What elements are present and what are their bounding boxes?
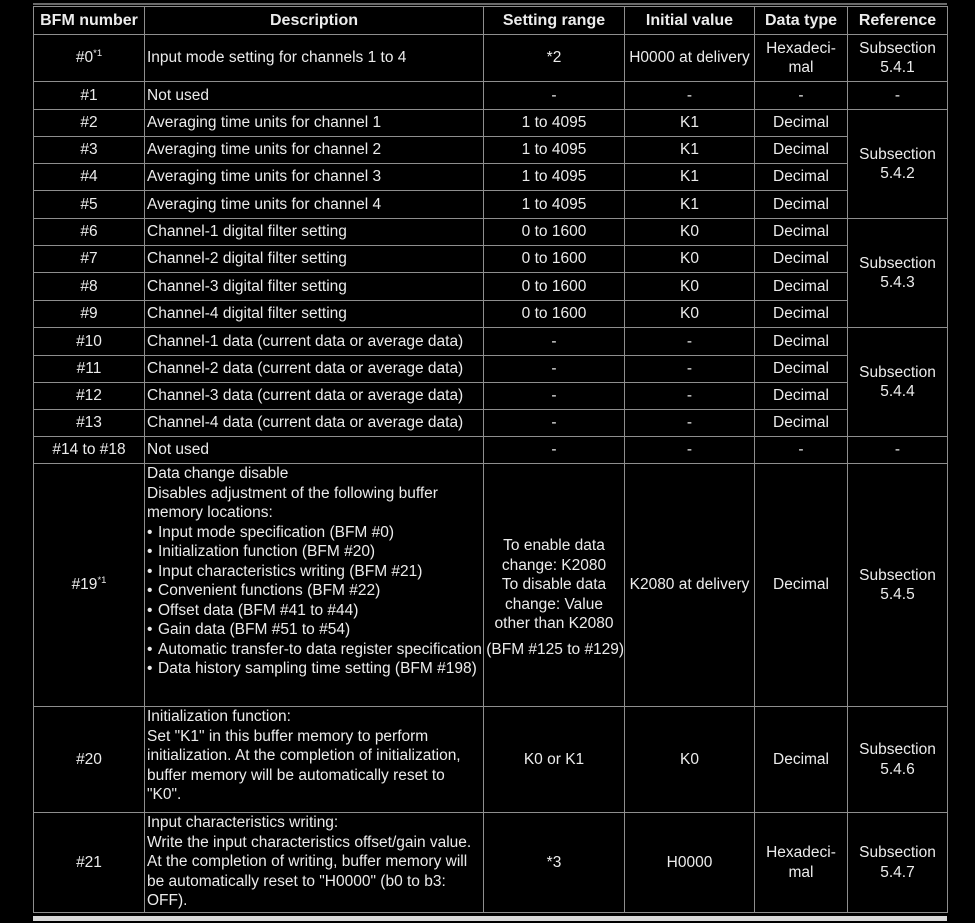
description-cell: Channel-3 digital filter setting	[145, 273, 484, 301]
description-line: buffer memory will be automatically reset to	[147, 766, 445, 784]
table-row	[34, 191, 948, 219]
initial-value-cell: K0	[625, 273, 755, 301]
description-line: Set "K1" in this buffer memory to perform	[147, 727, 429, 745]
data-type-cell: -	[755, 437, 848, 464]
bfm-cell: #14 to #18	[34, 437, 145, 464]
top-rule	[33, 3, 947, 5]
header-initial-value: Initial value	[625, 7, 755, 35]
setting-range-cell: 1 to 4095	[484, 137, 625, 164]
bfm-cell	[34, 464, 145, 707]
data-type-line: mal	[788, 59, 814, 76]
data-type-cell: Decimal	[755, 410, 848, 437]
initial-value-cell: H0000	[625, 813, 755, 913]
description-cell: Input mode setting for channels 1 to 4	[145, 35, 484, 82]
table-row	[34, 219, 948, 246]
list-item	[147, 601, 481, 621]
reference-line: 5.4.4	[880, 383, 915, 400]
initial-value-cell: H0000 at delivery	[625, 35, 755, 82]
reference-line: 5.4.3	[880, 274, 915, 291]
setting-range-line: other than K2080	[494, 615, 614, 633]
bfm-cell: #10	[34, 328, 145, 356]
header-row	[34, 7, 948, 35]
reference-line: 5.4.7	[880, 863, 915, 881]
reference-line: Subsection	[859, 145, 936, 163]
data-type-cell: Decimal	[755, 301, 848, 328]
bullet-glyph: •	[147, 523, 153, 541]
bfm-cell: #5	[34, 191, 145, 219]
reference-cell	[848, 707, 948, 813]
initial-value-cell: -	[625, 410, 755, 437]
description-cell	[145, 813, 484, 913]
description-cell: Channel-4 data (current data or average data)	[145, 410, 484, 437]
description-cell: Channel-3 data (current data or average data)	[145, 383, 484, 410]
bfm-cell: #11	[34, 356, 145, 383]
data-type-cell: Decimal	[755, 110, 848, 137]
list-item-text: Initialization function (BFM #20)	[158, 543, 376, 560]
data-type-cell: Decimal	[755, 356, 848, 383]
description-cell	[145, 707, 484, 813]
description-cell: Averaging time units for channel 4	[145, 191, 484, 219]
data-type-cell	[755, 813, 848, 913]
bfm-cell: #13	[34, 410, 145, 437]
description-cell: Averaging time units for channel 3	[145, 164, 484, 191]
initial-value-cell: -	[625, 328, 755, 356]
bfm-cell: #20	[34, 707, 145, 813]
reference-cell: -	[848, 82, 948, 110]
bfm-cell: #2	[34, 110, 145, 137]
bullet-glyph: •	[147, 582, 153, 599]
setting-range-cell: 0 to 1600	[484, 219, 625, 246]
description-cell: Not used	[145, 437, 484, 464]
initial-value-cell: K0	[625, 301, 755, 328]
reference-line: 5.4.5	[880, 586, 915, 603]
setting-range-line: To disable data	[501, 576, 607, 594]
bfm-number: #19	[71, 576, 98, 594]
setting-range-cell: 1 to 4095	[484, 164, 625, 191]
bfm-cell	[34, 35, 145, 82]
table-row	[34, 35, 948, 82]
initial-value-cell: K1	[625, 164, 755, 191]
bfm-cell: #4	[34, 164, 145, 191]
table-row	[34, 813, 948, 913]
initial-value-cell: -	[625, 383, 755, 410]
footnote-mark: *1	[93, 48, 103, 60]
setting-range-cell: 1 to 4095	[484, 110, 625, 137]
table-row	[34, 82, 948, 110]
description-title: Initialization function:	[147, 708, 291, 725]
initial-value-cell: K1	[625, 137, 755, 164]
bfm-cell: #3	[34, 137, 145, 164]
description-line: be automatically reset to "H0000" (b0 to b3:	[147, 872, 446, 890]
reference-line: Subsection	[859, 39, 936, 57]
list-item	[147, 562, 481, 582]
bullet-glyph: •	[147, 621, 153, 638]
data-type-cell	[755, 35, 848, 82]
list-item-text: Automatic transfer-to data register specification (BFM #125 to #129)	[158, 640, 625, 658]
description-cell: Averaging time units for channel 1	[145, 110, 484, 137]
initial-value-cell: -	[625, 356, 755, 383]
setting-range-cell: *3	[484, 813, 625, 913]
description-line: "K0".	[147, 786, 182, 803]
table-row	[34, 707, 948, 813]
reference-cell	[848, 219, 948, 328]
data-type-line: Hexadeci-	[766, 844, 836, 861]
list-item-text: Gain data (BFM #51 to #54)	[158, 621, 351, 638]
bfm-cell: #12	[34, 383, 145, 410]
list-item	[147, 581, 481, 601]
table-row	[34, 110, 948, 137]
initial-value-cell: K2080 at delivery	[625, 464, 755, 707]
bfm-number: #0	[75, 49, 94, 67]
bullet-glyph: •	[147, 562, 153, 580]
setting-range-cell	[484, 464, 625, 707]
setting-range-cell: *2	[484, 35, 625, 82]
setting-range-cell: K0 or K1	[484, 707, 625, 813]
description-cell: Channel-2 digital filter setting	[145, 246, 484, 273]
table-row	[34, 137, 948, 164]
setting-range-cell: -	[484, 328, 625, 356]
bfm-cell: #21	[34, 813, 145, 913]
data-type-cell: Decimal	[755, 191, 848, 219]
list-item-text: Input mode specification (BFM #0)	[158, 523, 395, 541]
table-row	[34, 246, 948, 273]
initial-value-cell: K0	[625, 246, 755, 273]
reference-cell	[848, 464, 948, 707]
list-item	[147, 620, 481, 640]
header-bfm-number: BFM number	[34, 7, 145, 35]
reference-cell: -	[848, 437, 948, 464]
description-line: memory locations:	[147, 504, 273, 521]
setting-range-cell: 0 to 1600	[484, 246, 625, 273]
table-row	[34, 437, 948, 464]
table-row	[34, 273, 948, 301]
data-type-cell: -	[755, 82, 848, 110]
reference-line: Subsection	[859, 844, 936, 861]
header-reference: Reference	[848, 7, 948, 35]
bullet-glyph: •	[147, 601, 153, 619]
description-line: OFF).	[147, 892, 188, 909]
data-type-cell: Decimal	[755, 383, 848, 410]
reference-cell	[848, 813, 948, 913]
initial-value-cell: -	[625, 82, 755, 110]
header-description: Description	[145, 7, 484, 35]
data-type-cell: Decimal	[755, 164, 848, 191]
setting-range-cell: 1 to 4095	[484, 191, 625, 219]
setting-range-cell: -	[484, 82, 625, 110]
table-row	[34, 164, 948, 191]
data-type-line: Hexadeci-	[766, 39, 836, 57]
data-type-cell: Decimal	[755, 328, 848, 356]
initial-value-cell: K0	[625, 707, 755, 813]
setting-range-cell: -	[484, 383, 625, 410]
setting-range-cell: 0 to 1600	[484, 301, 625, 328]
data-type-cell: Decimal	[755, 137, 848, 164]
description-cell: Averaging time units for channel 2	[145, 137, 484, 164]
description-cell: Channel-4 digital filter setting	[145, 301, 484, 328]
list-item-text: Offset data (BFM #41 to #44)	[158, 601, 359, 619]
description-cell: Not used	[145, 82, 484, 110]
reference-line: 5.4.1	[880, 59, 915, 76]
reference-cell	[848, 110, 948, 219]
reference-line: 5.4.2	[880, 165, 915, 182]
initial-value-cell: K1	[625, 110, 755, 137]
bfm-cell: #9	[34, 301, 145, 328]
table-row	[34, 464, 948, 707]
list-item	[147, 523, 481, 543]
reference-cell	[848, 35, 948, 82]
reference-line: Subsection	[859, 363, 936, 381]
bottom-rule	[33, 916, 947, 921]
reference-cell	[848, 328, 948, 437]
description-line: Write the input characteristics offset/gain value.	[147, 833, 472, 851]
bfm-cell: #6	[34, 219, 145, 246]
list-item-text: Convenient functions (BFM #22)	[158, 582, 381, 599]
description-cell: Channel-1 digital filter setting	[145, 219, 484, 246]
bullet-glyph: •	[147, 543, 153, 560]
header-setting-range: Setting range	[484, 7, 625, 35]
data-type-cell: Decimal	[755, 273, 848, 301]
bfm-cell: #1	[34, 82, 145, 110]
description-title: Data change disable	[147, 465, 289, 482]
list-item	[147, 659, 481, 679]
description-title: Input characteristics writing:	[147, 814, 339, 831]
description-line: Disables adjustment of the following buffer	[147, 484, 438, 502]
initial-value-cell: K0	[625, 219, 755, 246]
buffer-memory-table	[33, 6, 948, 913]
initial-value-cell: -	[625, 437, 755, 464]
setting-range-line: change: K2080	[501, 556, 607, 574]
description-line: initialization. At the completion of initialization,	[147, 747, 461, 764]
setting-range-line: To enable data	[503, 537, 605, 555]
data-type-line: mal	[788, 863, 814, 881]
reference-line: Subsection	[859, 741, 936, 758]
setting-range-cell: 0 to 1600	[484, 273, 625, 301]
bfm-cell: #8	[34, 273, 145, 301]
table-row	[34, 328, 948, 356]
bfm-cell: #7	[34, 246, 145, 273]
table-row	[34, 383, 948, 410]
list-item-text: Input characteristics writing (BFM #21)	[158, 562, 423, 580]
setting-range-cell: -	[484, 356, 625, 383]
initial-value-cell: K1	[625, 191, 755, 219]
data-type-cell: Decimal	[755, 464, 848, 707]
description-line: At the completion of writing, buffer memory will	[147, 853, 468, 870]
description-cell: Channel-2 data (current data or average data)	[145, 356, 484, 383]
setting-range-line: change: Value	[505, 595, 603, 613]
data-type-cell: Decimal	[755, 246, 848, 273]
bullet-glyph: •	[147, 640, 153, 658]
reference-line: Subsection	[859, 566, 936, 584]
setting-range-cell: -	[484, 437, 625, 464]
table-row	[34, 301, 948, 328]
reference-line: Subsection	[859, 254, 936, 272]
list-item-text: Data history sampling time setting (BFM #198)	[158, 660, 477, 677]
reference-line: 5.4.6	[880, 760, 915, 778]
list-item	[147, 640, 625, 660]
data-type-cell: Decimal	[755, 707, 848, 813]
table-row	[34, 410, 948, 437]
table-row	[34, 356, 948, 383]
bullet-glyph: •	[147, 660, 153, 677]
description-cell: Channel-1 data (current data or average data)	[145, 328, 484, 356]
list-item	[147, 542, 481, 562]
header-data-type: Data type	[755, 7, 848, 35]
data-type-cell: Decimal	[755, 219, 848, 246]
setting-range-cell: -	[484, 410, 625, 437]
footnote-mark: *1	[97, 575, 107, 587]
